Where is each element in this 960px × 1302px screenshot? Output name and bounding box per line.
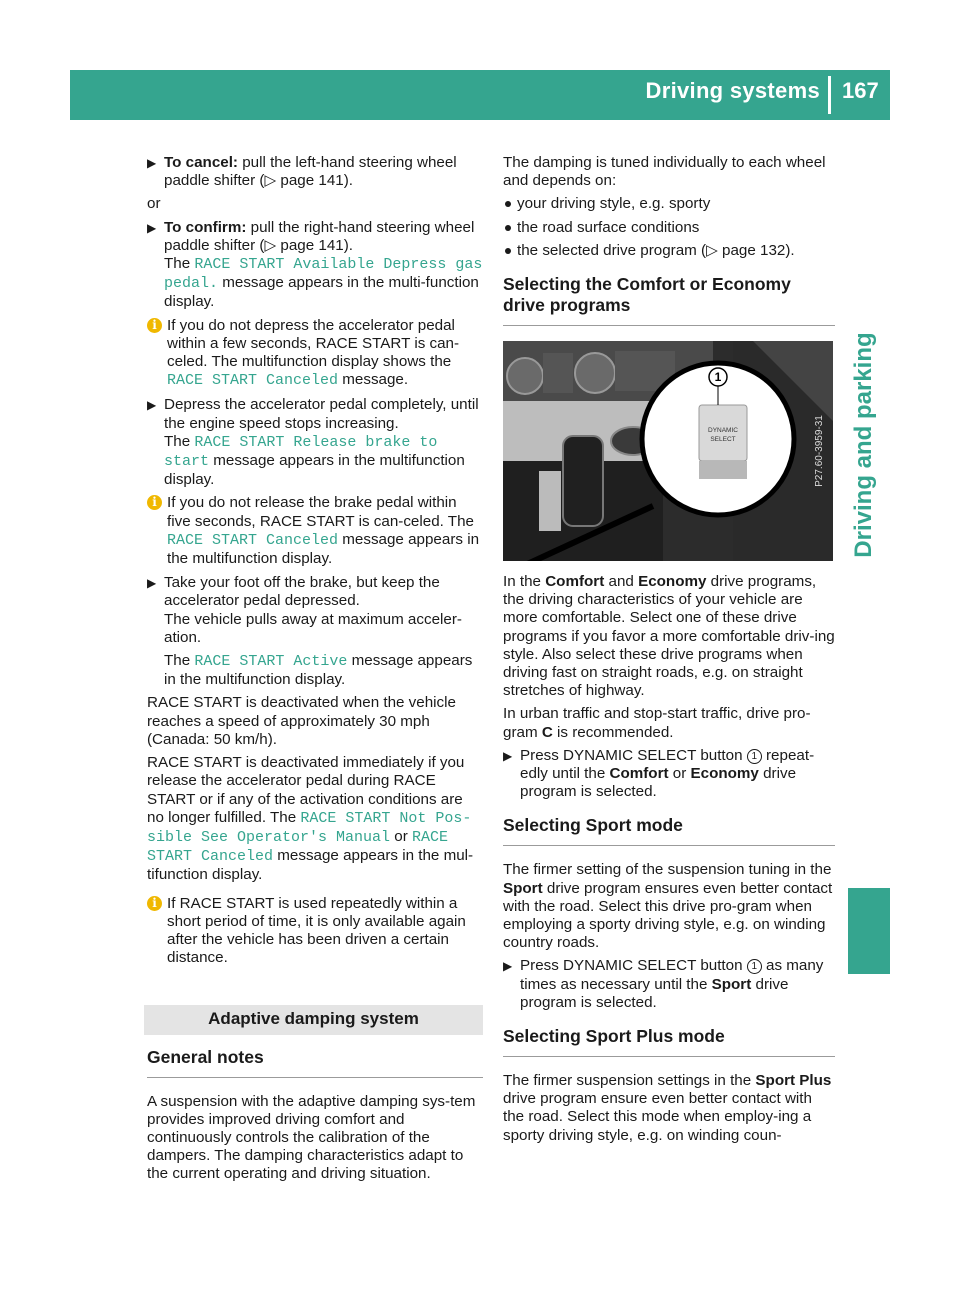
button-label-line2: SELECT — [710, 436, 736, 444]
step-sport-mid: as many times as necessary until the — [520, 957, 824, 993]
arrow-right-icon: ▶ — [503, 959, 513, 974]
display-message: RACE START Available Depress gas pedal. — [164, 256, 483, 293]
step-sport — [503, 957, 835, 1012]
paragraph-urban — [503, 705, 835, 741]
note-2 — [147, 494, 483, 568]
paragraph-comfort — [503, 573, 835, 700]
bullet-item — [503, 242, 835, 260]
step-sport-pre: Press DYNAMIC SELECT button — [520, 957, 747, 975]
deact2-after: message appears in the mul-tifunction display. — [147, 847, 474, 884]
sport-b: Sport — [503, 879, 543, 897]
comfort-and: and — [604, 573, 639, 591]
urban-b: C — [541, 723, 553, 741]
bullet-item: the road surface conditions — [503, 219, 835, 237]
triangle-right-icon: ▷ — [264, 172, 277, 190]
step-foot — [147, 574, 483, 689]
arrow-right-icon: ▶ — [147, 576, 157, 591]
note1-after: message. — [338, 371, 409, 389]
paragraph-deactivate-2 — [147, 754, 483, 884]
side-tab-marker — [848, 888, 890, 974]
step-comfort — [503, 747, 835, 802]
sportplus-b: Sport Plus — [755, 1072, 832, 1090]
step-foot-text: Take your foot off the brake, but keep the accelerator pedal depressed. — [164, 574, 440, 610]
header-title: Driving systems — [645, 78, 820, 103]
step-cancel — [147, 154, 483, 190]
note1-text: If you do not depress the accelerator pedal within a few seconds, RACE START is can-celed. The multifunction display shows the — [167, 316, 460, 371]
figure-dynamic-select — [503, 341, 833, 561]
info-icon: i — [147, 318, 162, 333]
button-label-line1: DYNAMIC — [708, 427, 738, 435]
step-depress-text: Depress the accelerator pedal completely, until the engine speed stops increasing. — [164, 396, 479, 432]
triangle-right-icon: ▷ — [706, 241, 718, 259]
bullet-item: your driving style, e.g. sporty — [503, 195, 835, 213]
or-text: or — [147, 195, 161, 213]
step-comfort-b2: Economy — [690, 765, 759, 783]
heading-sport: Selecting Sport mode — [503, 815, 835, 846]
paragraph-deactivate-1: RACE START is deactivated when the vehicle reaches a speed of approximately 30 mph (Canada: 50 km/h). — [147, 694, 456, 748]
step-sport-b: Sport — [711, 975, 752, 993]
step-sport-end: drive program is selected. — [520, 975, 789, 1011]
cancel-end: ). — [343, 172, 354, 190]
page-ref-link[interactable]: page 141 — [280, 172, 344, 190]
figure-code-text: P27.60-3959-31 — [813, 415, 825, 487]
confirm-label: To confirm: — [164, 218, 247, 236]
sport-text: drive program ensures even better contact with the road. Select this drive pro-gram when employing a sporty driving style, e.g. on winding country roads. — [503, 879, 833, 952]
display-message: RACE START Canceled — [167, 531, 339, 549]
display-message: RACE START Release brake to start — [164, 433, 438, 471]
step-foot-message-line — [164, 652, 483, 689]
left-column — [147, 154, 483, 1189]
info-icon: i — [147, 495, 162, 510]
note2-after: message appears in the multifunction display. — [167, 530, 480, 568]
note-3 — [147, 895, 483, 968]
confirm-end: ). — [343, 236, 354, 254]
page-ref-link[interactable]: page 132 — [722, 241, 786, 259]
display-message: RACE START Canceled — [147, 828, 449, 866]
paragraph-intro: The damping is tuned individually to each wheel and depends on: — [503, 154, 826, 190]
page-header — [70, 70, 890, 120]
step-comfort-or: or — [668, 765, 691, 783]
step-comfort-b1: Comfort — [609, 765, 669, 783]
callout-icon: 1 — [747, 749, 762, 764]
heading-sport-plus: Selecting Sport Plus mode — [503, 1026, 835, 1057]
side-tab — [844, 300, 884, 590]
figure-callout: 1 — [714, 370, 722, 385]
step-comfort-mid: repeat-edly until the — [520, 746, 815, 783]
confirm-the: The — [164, 255, 195, 273]
page-number: 167 — [842, 78, 879, 103]
urban-text: In urban traffic and stop-start traffic, drive pro-gram — [503, 705, 811, 741]
display-message: RACE START Not Pos-sible See Operator's Manual — [147, 809, 472, 846]
urban-after: is recommended. — [552, 723, 674, 741]
step-foot-the: The — [164, 652, 195, 670]
step-confirm — [147, 219, 483, 312]
confirm-text: pull the right-hand steering wheel paddle shifter ( — [164, 218, 475, 254]
step-comfort-pre: Press DYNAMIC SELECT button — [520, 746, 747, 764]
comfort-in: In the — [503, 573, 546, 591]
comfort-text: drive programs, the driving characteristics of your vehicle are more comfortable. Select one of these drive programs if you favor a more comfortable driv-ing style. Also select these drive programs when driving fast on straight roads, e.g. on straight stretches of highway. — [503, 573, 835, 700]
paragraph-sport-plus — [503, 1072, 835, 1145]
step-foot-after: message appears in the multifunction display. — [164, 652, 473, 689]
deact2-or: or — [390, 827, 412, 845]
heading-general-notes: General notes — [147, 1047, 483, 1078]
comfort-b1: Comfort — [545, 573, 605, 591]
heading-comfort: Selecting the Comfort or Economy drive programs — [503, 274, 835, 326]
step-depress — [147, 396, 483, 489]
figure-code — [813, 351, 827, 551]
arrow-right-icon: ▶ — [147, 398, 157, 413]
arrow-right-icon: ▶ — [147, 220, 157, 235]
step-depress-the: The — [164, 432, 195, 450]
note-1 — [147, 317, 483, 391]
paragraph-sport — [503, 861, 835, 952]
note3-text: If RACE START is used repeatedly within a short period of time, it is only available again after the vehicle has been driven a certain distance. — [167, 894, 466, 967]
header-separator — [828, 76, 831, 114]
page-ref-link[interactable]: page 141 — [280, 236, 344, 254]
sport-pre: The firmer setting of the suspension tuning in the — [503, 861, 832, 879]
deact2-text: RACE START is deactivated immediately if you release the accelerator pedal during RACE START or if any of the activation conditions are no longer fulfilled. The — [147, 754, 465, 826]
side-tab-label: Driving and parking — [850, 332, 877, 558]
bullet3-end: ). — [785, 241, 795, 259]
display-message: RACE START Canceled — [167, 372, 339, 390]
note2-text: If you do not release the brake pedal within five seconds, RACE START is can-celed. The — [167, 494, 474, 530]
triangle-right-icon: ▷ — [264, 236, 277, 254]
console-illustration — [503, 341, 833, 561]
step-depress-after: message appears in the multifunction display. — [164, 452, 465, 489]
sportplus-text: drive program ensure even better contact with the road. Select this mode when employ-ing a sporty driving style, e.g. on winding coun- — [503, 1090, 812, 1144]
sportplus-pre: The firmer suspension settings in the — [503, 1072, 756, 1090]
step-foot-text-2: The vehicle pulls away at maximum acceler-ation. — [164, 610, 462, 646]
confirm-after: message appears in the multi-function display. — [164, 274, 479, 311]
display-message: RACE START Active — [194, 653, 348, 671]
cancel-label: To cancel: — [164, 154, 238, 171]
step-comfort-end: drive program is selected. — [520, 765, 797, 801]
bullet3-pre: the selected drive program ( — [517, 241, 707, 259]
info-icon: i — [147, 896, 162, 911]
arrow-right-icon: ▶ — [503, 748, 513, 763]
comfort-b2: Economy — [638, 573, 707, 591]
paragraph-general: A suspension with the adaptive damping sys-tem provides improved driving comfort and continuously controls the calibration of the dampers. The damping characteristics adapt to the current operating and driving situation. — [147, 1092, 476, 1183]
right-column — [503, 154, 835, 1150]
arrow-right-icon: ▶ — [147, 156, 157, 170]
callout-icon: 1 — [747, 959, 762, 974]
cancel-text: pull the left-hand steering wheel paddle shifter ( — [164, 154, 457, 190]
section-title: Adaptive damping system — [144, 1005, 483, 1034]
